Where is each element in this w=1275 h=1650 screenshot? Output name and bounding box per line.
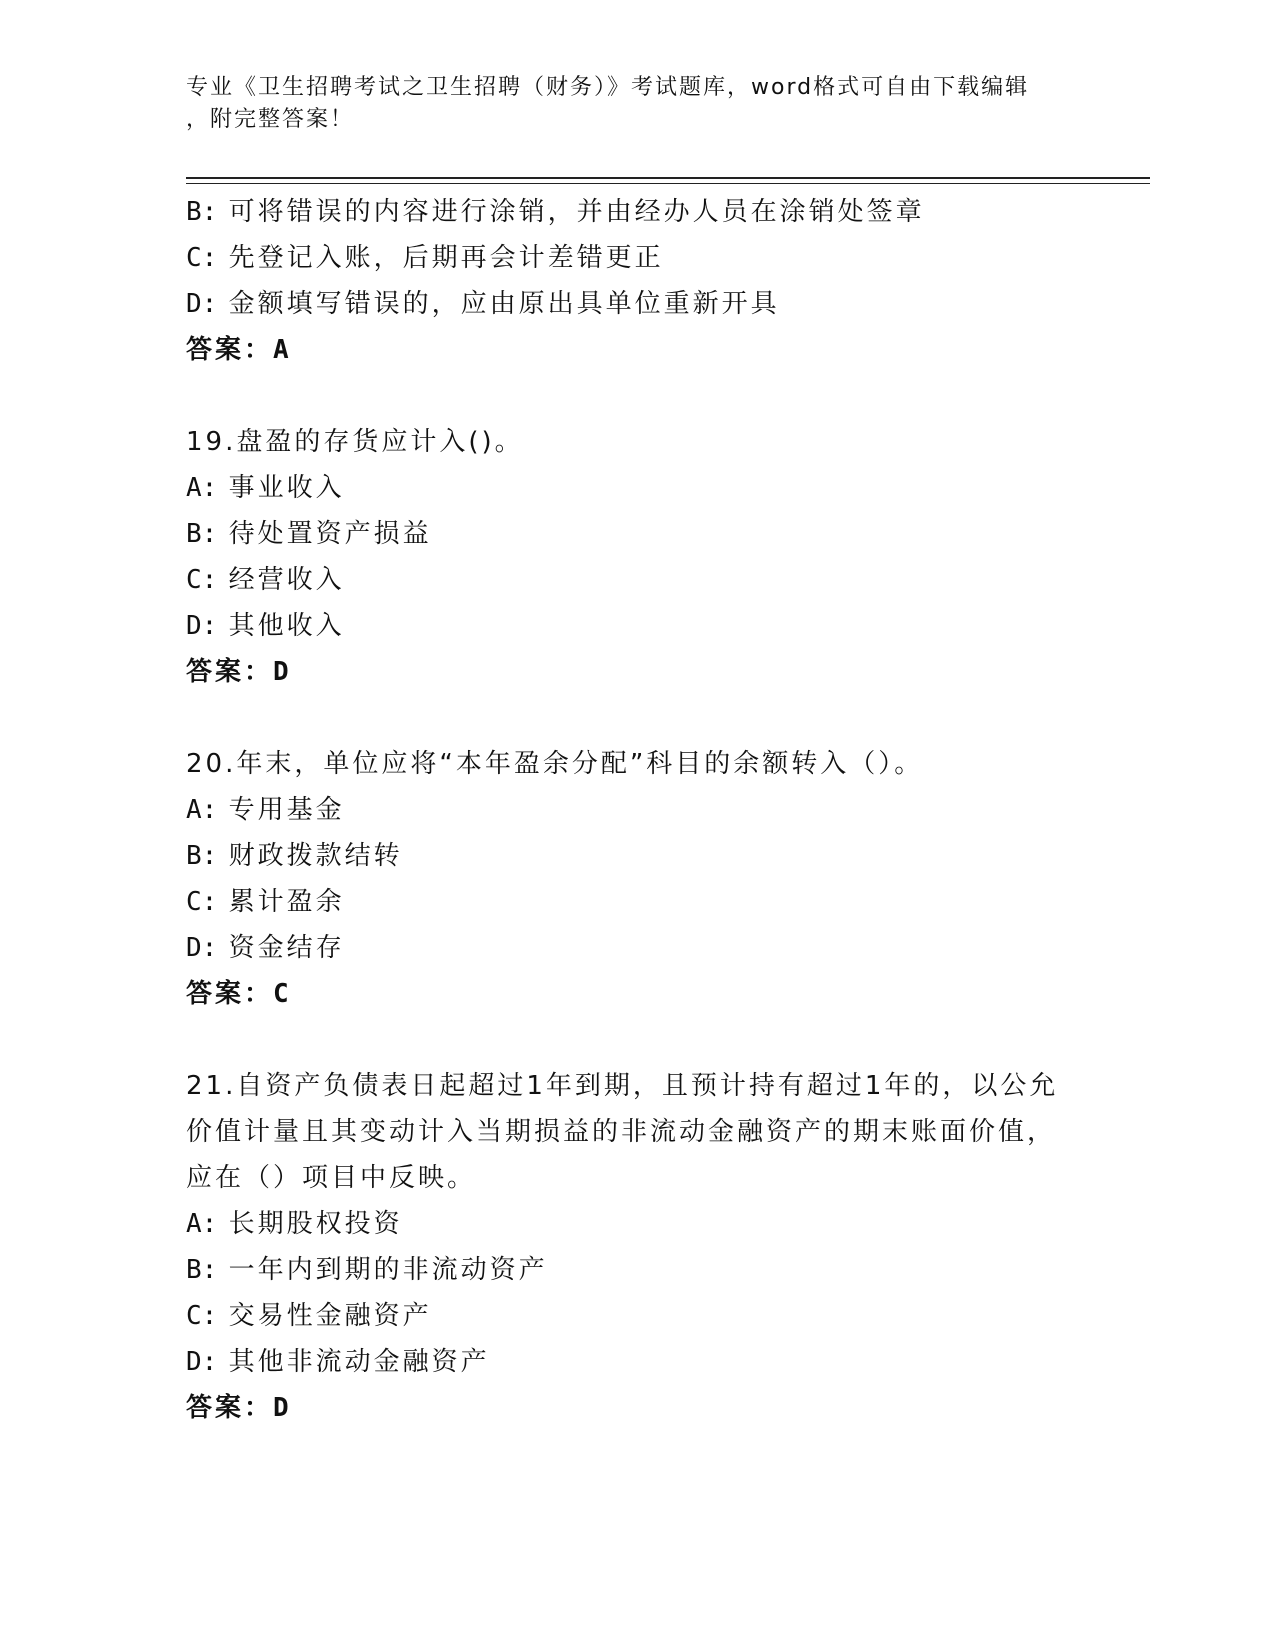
option-text: 一年内到期的非流动资产 bbox=[228, 1255, 548, 1285]
document-header bbox=[186, 72, 1086, 136]
answer-line bbox=[186, 1385, 1086, 1431]
option-letter: A: bbox=[186, 795, 218, 825]
spacer bbox=[186, 695, 1086, 741]
answer-line bbox=[186, 971, 1086, 1017]
option-letter: D: bbox=[186, 933, 218, 963]
option-text: 可将错误的内容进行涂销，并由经办人员在涂销处签章 bbox=[228, 197, 925, 227]
option-letter: C: bbox=[186, 887, 218, 917]
option-letter: D: bbox=[186, 1347, 218, 1377]
question-text-line-3: 应在（）项目中反映。 bbox=[186, 1163, 477, 1193]
option-b bbox=[186, 189, 1086, 235]
header-line-2: ，附完整答案！ bbox=[186, 107, 355, 132]
question-18-partial bbox=[186, 189, 1086, 373]
option-text: 长期股权投资 bbox=[228, 1209, 403, 1239]
option-letter: C: bbox=[186, 565, 218, 595]
spacer bbox=[186, 373, 1086, 419]
option-a bbox=[186, 465, 1086, 511]
question-text: 19.盘盈的存货应计入()。 bbox=[186, 427, 524, 457]
option-c bbox=[186, 879, 1086, 925]
question-list bbox=[186, 189, 1086, 1431]
answer-value: D bbox=[273, 1393, 289, 1423]
spacer bbox=[186, 1017, 1086, 1063]
option-text: 其他非流动金融资产 bbox=[228, 1347, 490, 1377]
option-letter: A: bbox=[186, 473, 218, 503]
option-letter: D: bbox=[186, 611, 218, 641]
option-letter: B: bbox=[186, 519, 218, 549]
option-a bbox=[186, 1201, 1086, 1247]
option-d bbox=[186, 281, 1086, 327]
answer-label: 答案： bbox=[186, 657, 274, 687]
option-c bbox=[186, 235, 1086, 281]
option-text: 事业收入 bbox=[228, 473, 345, 503]
answer-label: 答案： bbox=[186, 979, 274, 1009]
option-text: 其他收入 bbox=[228, 611, 345, 641]
answer-line bbox=[186, 649, 1086, 695]
option-b bbox=[186, 511, 1086, 557]
option-c bbox=[186, 1293, 1086, 1339]
answer-value: A bbox=[273, 335, 289, 365]
question-21 bbox=[186, 1063, 1086, 1431]
option-text: 专用基金 bbox=[228, 795, 345, 825]
answer-label: 答案： bbox=[186, 335, 274, 365]
option-letter: D: bbox=[186, 289, 218, 319]
header-line-1: 专业《卫生招聘考试之卫生招聘（财务）》考试题库，word格式可自由下载编辑 bbox=[186, 75, 1030, 100]
option-d bbox=[186, 603, 1086, 649]
option-a bbox=[186, 787, 1086, 833]
option-text: 累计盈余 bbox=[228, 887, 345, 917]
question-20 bbox=[186, 741, 1086, 1017]
option-letter: A: bbox=[186, 1209, 218, 1239]
option-text: 待处置资产损益 bbox=[228, 519, 432, 549]
answer-value: C bbox=[273, 979, 289, 1009]
option-text: 资金结存 bbox=[228, 933, 345, 963]
option-b bbox=[186, 833, 1086, 879]
question-19 bbox=[186, 419, 1086, 695]
option-letter: B: bbox=[186, 197, 218, 227]
option-text: 交易性金融资产 bbox=[228, 1301, 432, 1331]
question-text: 20.年末，单位应将“本年盈余分配”科目的余额转入（）。 bbox=[186, 749, 924, 779]
option-d bbox=[186, 1339, 1086, 1385]
question-text-line-1: 21.自资产负债表日起超过1年到期，且预计持有超过1年的，以公允 bbox=[186, 1071, 1059, 1101]
option-text: 金额填写错误的，应由原出具单位重新开具 bbox=[228, 289, 780, 319]
option-letter: C: bbox=[186, 243, 218, 273]
header-divider-thick bbox=[186, 177, 1150, 179]
answer-line bbox=[186, 327, 1086, 373]
option-b bbox=[186, 1247, 1086, 1293]
option-text: 财政拨款结转 bbox=[228, 841, 403, 871]
answer-value: D bbox=[273, 657, 289, 687]
question-text-line-2: 价值计量且其变动计入当期损益的非流动金融资产的期末账面价值， bbox=[186, 1117, 1057, 1147]
answer-label: 答案： bbox=[186, 1393, 274, 1423]
option-text: 先登记入账，后期再会计差错更正 bbox=[228, 243, 664, 273]
header-divider-thin bbox=[186, 183, 1150, 184]
option-letter: B: bbox=[186, 841, 218, 871]
option-c bbox=[186, 557, 1086, 603]
option-text: 经营收入 bbox=[228, 565, 345, 595]
option-d bbox=[186, 925, 1086, 971]
option-letter: B: bbox=[186, 1255, 218, 1285]
option-letter: C: bbox=[186, 1301, 218, 1331]
